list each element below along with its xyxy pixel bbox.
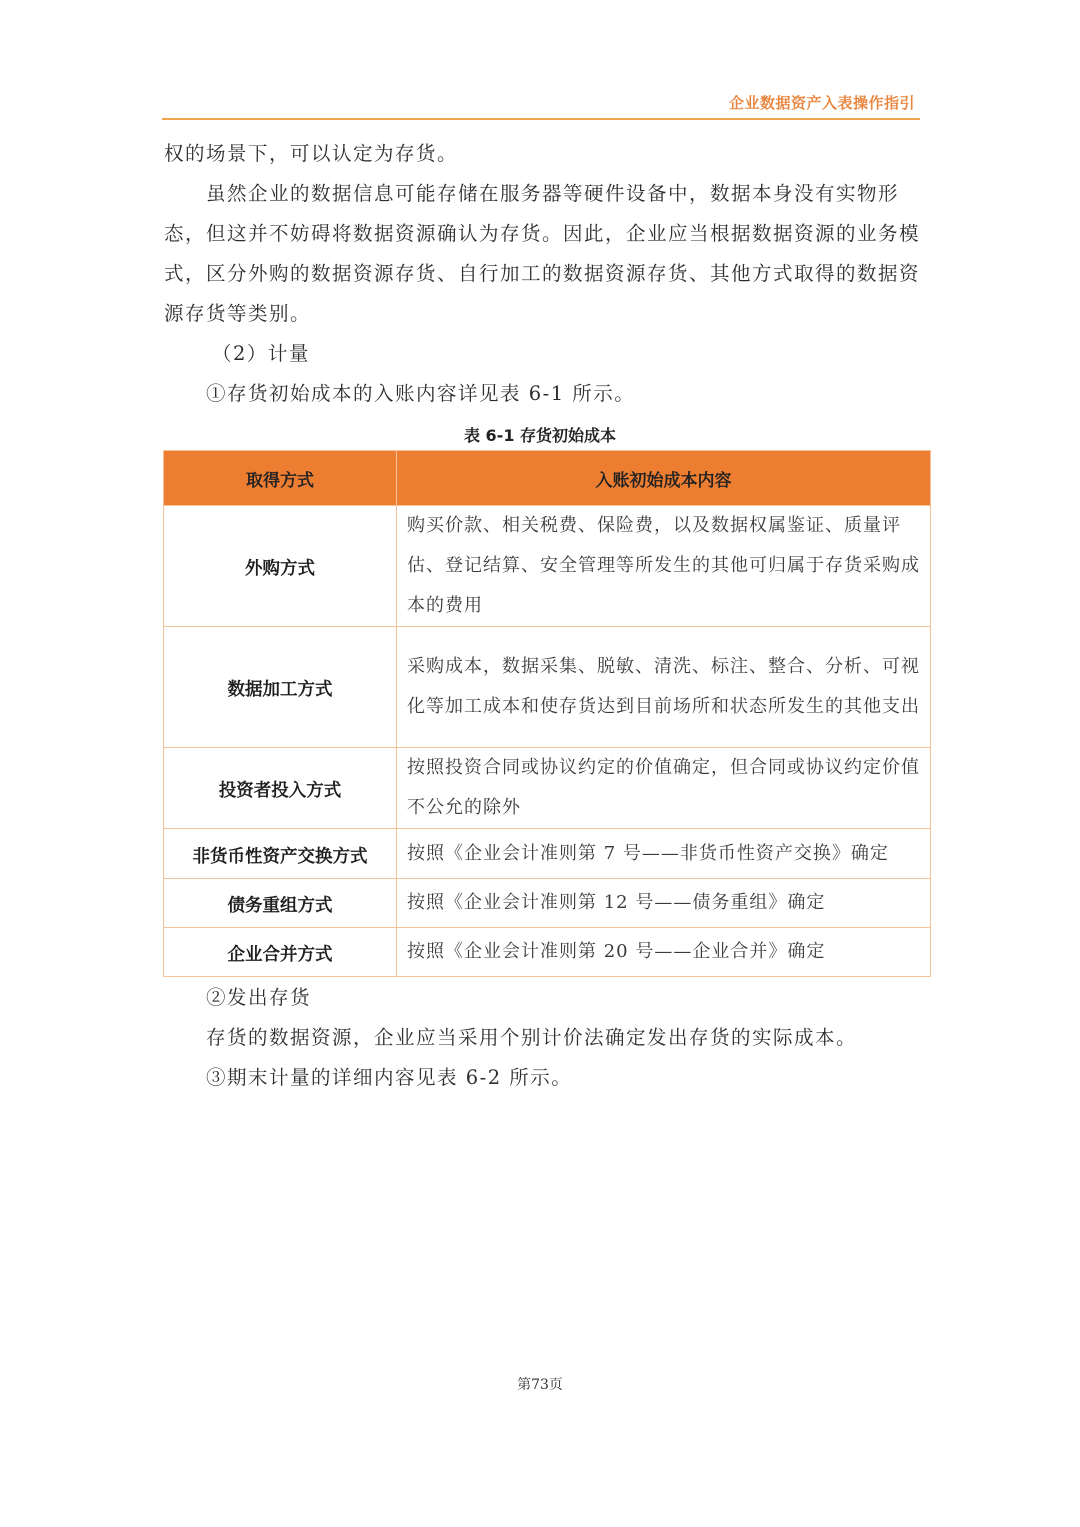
table-header-row: [164, 451, 931, 506]
table-caption: 表 6-1 存货初始成本: [463, 426, 617, 445]
table-row: [164, 879, 931, 928]
table-row: [164, 928, 931, 977]
table-row: [164, 829, 931, 879]
paragraph-continuation: 权的场景下，可以认定为存货。: [164, 142, 459, 165]
table-row: [164, 506, 931, 627]
item-issue-inventory-title: ②发出存货: [206, 986, 312, 1009]
column-header-method: 取得方式: [164, 451, 397, 506]
page-number: 第73页: [517, 1377, 563, 1393]
column-header-content: 入账初始成本内容: [397, 451, 931, 506]
item-period-end-measurement: ③期末计量的详细内容见表 6-2 所示。: [206, 1066, 573, 1089]
cell-method: 债务重组方式: [164, 879, 397, 928]
cell-content: 按照《企业会计准则第 20 号——企业合并》确定: [397, 928, 931, 977]
cell-method: 外购方式: [164, 506, 397, 627]
cell-method: 非货币性资产交换方式: [164, 829, 397, 879]
cell-content: 按照《企业会计准则第 7 号——非货币性资产交换》确定: [397, 829, 931, 879]
cell-content: 购买价款、相关税费、保险费，以及数据权属鉴证、质量评估、登记结算、安全管理等所发生的其他可归属于存货采购成本的费用: [397, 506, 931, 627]
paragraph-data-inventory: 虽然企业的数据信息可能存储在服务器等硬件设备中，数据本身没有实物形态，但这并不妨碍将数据资源确认为存货。因此，企业应当根据数据资源的业务模式，区分外购的数据资源存货、自行加工的数据资源存货、其他方式取得的数据资源存货等类别。: [164, 182, 921, 325]
section-heading-measurement: （2）计量: [212, 342, 310, 365]
cell-content: 按照《企业会计准则第 12 号——债务重组》确定: [397, 879, 931, 928]
cell-method: 投资者投入方式: [164, 748, 397, 829]
inventory-initial-cost-table: [163, 450, 931, 977]
cell-method: 数据加工方式: [164, 627, 397, 748]
item-initial-cost: ①存货初始成本的入账内容详见表 6-1 所示。: [206, 382, 636, 405]
cell-content: 采购成本，数据采集、脱敏、清洗、标注、整合、分析、可视化等加工成本和使存货达到目前场所和状态所发生的其他支出: [397, 627, 931, 748]
item-issue-inventory-body: 存货的数据资源，企业应当采用个别计价法确定发出存货的实际成本。: [206, 1026, 858, 1049]
table-row: [164, 627, 931, 748]
cell-method: 企业合并方式: [164, 928, 397, 977]
header-divider: [162, 118, 920, 120]
document-header-title: 企业数据资产入表操作指引: [728, 94, 915, 112]
table-row: [164, 748, 931, 829]
cell-content: 按照投资合同或协议约定的价值确定，但合同或协议约定价值不公允的除外: [397, 748, 931, 829]
